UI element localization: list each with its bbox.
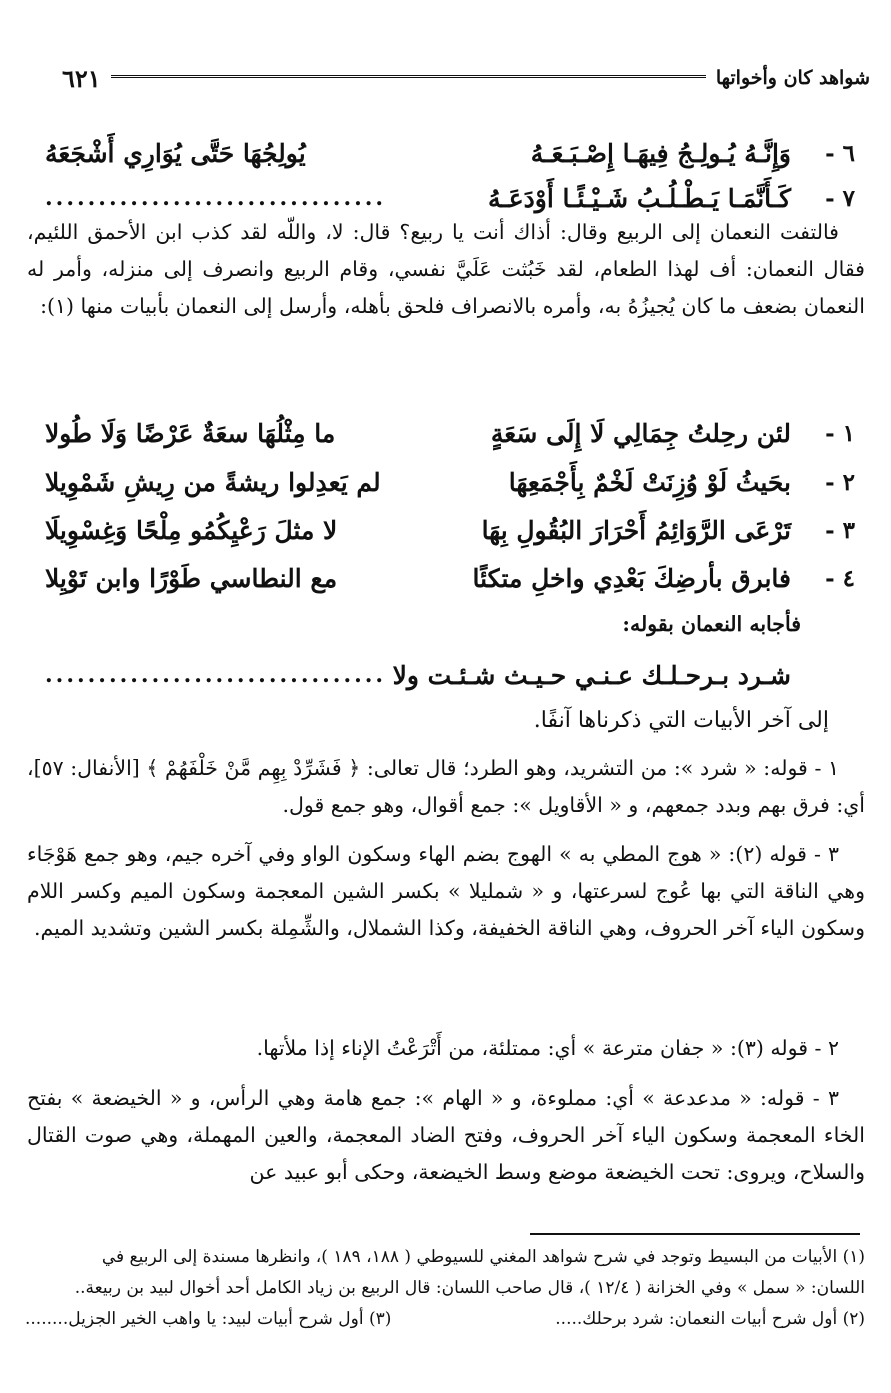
poem-line (45, 654, 855, 696)
poem-line (45, 132, 855, 174)
poem-line (45, 557, 855, 599)
verse-number: ٦ - (825, 139, 855, 167)
verse-first-hemistich: بحَيثُ لَوْ وُزِنَتْ لَخْمٌ بِأَجْمَعِهَا (508, 467, 791, 497)
footnote-rule (530, 1233, 860, 1235)
verse-first-hemistich: كَـأَنَّمَـا يَـطْـلُـبُ شَـيْـئًـا أَوْدَعَـهُ (488, 183, 791, 213)
answer-intro: فأجابه النعمان بقوله: (622, 612, 801, 636)
commentary-note: ١ - قوله: « شرد »: من التشريد، وهو الطرد؛ قال تعالى: ﴿ فَشَرِّدْ بِهِم مَّنْ خَلْفَهُمْ ﴾ [الأنفال: ٥٧]، أي: فرق بهم وبدد جمعهم، و « الأقاويل »: جمع أقوال، وهو جمع قول. (27, 756, 865, 817)
verse-first-hemistich: فابرق بأرضِكَ بَعْدِي واخلِ متكئًا (472, 563, 791, 593)
verse-ellipsis: ................................ (45, 662, 387, 688)
footnote-row (25, 1304, 865, 1335)
commentary-note: ٣ - قوله (٢): « هوج المطي به » الهوج بضم الهاء وسكون الواو وفي آخره جيم، وهو جمع هَوْجَاء وهي الناقة التي بها عُوج لسرعتها، و « شمليلا » بكسر الشين المعجمة وسكون الميم وكسر اللام وسكون الياء آخر الحروف، وهي الناقة الخفيفة، وكذا الشملال، والشِّمِلة بكسر الشين وتشديد الميم. (27, 842, 865, 940)
header-rule (111, 75, 706, 81)
after-poem-text: إلى آخر الأبيات التي ذكرناها آنفًا. (533, 708, 829, 733)
narrative-paragraph: فالتفت النعمان إلى الربيع وقال: أذاك أنت يا ربيع؟ قال: لا، واللّه لقد كذب ابن الأحمق اللئيم، فقال النعمان: أف لهذا الطعام، لقد خَبُثت عَلَيَّ نفسي، وقام الربيع وانصرف إلى منزله، وأمر له النعمان بضعف ما كان يُجيزُهُ به، وأمره بالانصراف فلحق بأهله، وأرسل إلى النعمان بأبيات منها (١): (27, 220, 865, 318)
verse-second-hemistich: مع النطاسي طَوْرًا وابن تَوْيِلا (45, 563, 338, 593)
footnote-3: (٣) أول شرح أبيات لبيد: يا واهب الخير الجزيل........ (25, 1309, 392, 1329)
footnote-1-line-2: اللسان: « سمل » وفي الخزانة ( ١٢/٤ )، قال صاحب اللسان: قال الربيع بن زياد الكامل أحد أخوال لبيد بن ربيعة.. (74, 1278, 865, 1298)
verse-ellipsis: ................................ (45, 185, 387, 211)
footnote-1-line-1: (١) الأبيات من البسيط وتوجد في شرح شواهد المغني للسيوطي ( ١٨٨، ١٨٩ )، وانظرها مسندة إلى الربيع في (101, 1247, 865, 1267)
verse-second-hemistich: لم يَعدِلوا ريشةً من رِيشِ شَمْوِيلا (45, 467, 381, 497)
footnote-2: (٢) أول شرح أبيات النعمان: شرد برحلك..... (555, 1309, 865, 1329)
verse-second-hemistich: يُولِجُهَا حَتَّى يُوَارِي أَشْجَعَهُ (45, 138, 306, 168)
page-number: ٦٢١ (62, 63, 101, 93)
poem-line (45, 177, 855, 219)
verse-number: ١ - (825, 419, 855, 447)
commentary-note: ٢ - قوله (٣): « جفان مترعة » أي: ممتلئة، من أَتْرَعْتُ الإناء إذا ملأتها. (256, 1036, 839, 1060)
verse-second-hemistich: لا مثلَ رَعْيِكُمُو مِلْحًا وَغِسْوِيلَا (45, 515, 338, 545)
verse-first-hemistich: تَرْعَى الرَّوَائِمُ أَحْرَارَ البُقُولِ بِهَا (481, 515, 791, 545)
poem-line (45, 509, 855, 551)
poem-line (45, 412, 855, 454)
verse-number: ٣ - (825, 516, 855, 544)
page-header (62, 60, 870, 96)
verse-first-hemistich: لئن رحِلتُ جِمَالِي لَا إِلَى سَعَةٍ (490, 418, 791, 448)
verse-first-hemistich: شـرد بـرحـلـك عـنـي حـيـث شـئـت ولا (392, 660, 791, 690)
verse-number: ٤ - (825, 564, 855, 592)
commentary-note: ٣ - قوله: « مدعدعة » أي: مملوءة، و « الهام »: جمع هامة وهي الرأس، و « الخيضعة » بفتح الخاء المعجمة وسكون الياء آخر الحروف، وفتح الضاد المعجمة، والعين المهملة، وهي صوت القتال والسلاح، ويروى: تحت الخيضعة موضع وسط الخيضعة، وحكى أبو عبيد عن (27, 1086, 865, 1184)
poem-line (45, 461, 855, 503)
running-title: شواهد كان وأخواتها (715, 67, 870, 89)
verse-number: ٧ - (825, 184, 855, 212)
verse-first-hemistich: وَإِنَّـهُ يُـولِـجُ فِيهَـا إِصْـبَـعَـهُ (530, 138, 791, 168)
verse-number: ٢ - (825, 468, 855, 496)
verse-second-hemistich: ما مِثْلُهَا سعَةٌ عَرْضًا وَلَا طُولا (45, 418, 336, 448)
footnotes (25, 1242, 865, 1335)
